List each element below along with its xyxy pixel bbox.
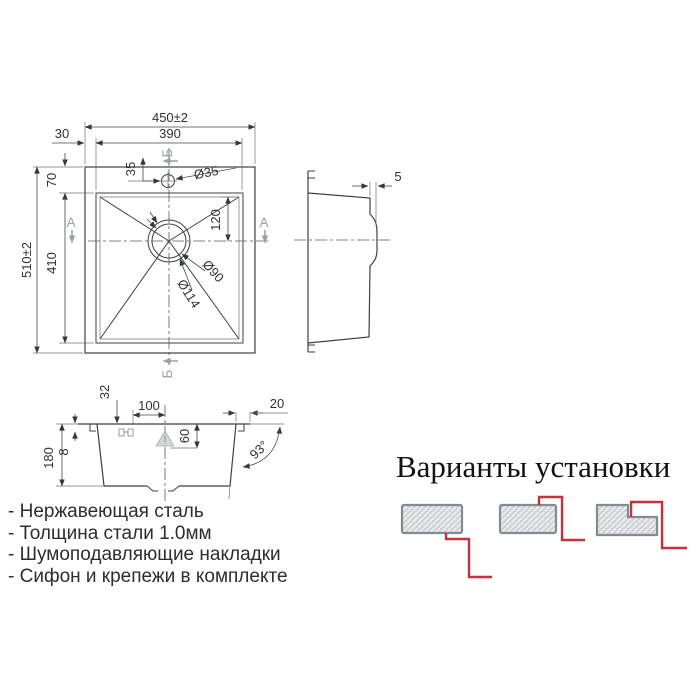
dim-drain-offset-label: 120: [208, 209, 223, 231]
section-b-letter: Б: [160, 148, 175, 158]
dim-drain-offset: [208, 197, 228, 241]
hole-dia-label: Ø35: [192, 162, 220, 183]
mounting-flange: [308, 171, 315, 352]
sink-profile-red-line: [446, 533, 492, 577]
note-line: - Шумоподавляющие накладки: [8, 544, 281, 565]
leader-hole-dia: [176, 163, 236, 182]
dim-total-height: [19, 167, 37, 353]
dim-pad-offset-label: 60: [177, 428, 192, 444]
dim-rim-height: [56, 414, 75, 456]
note-line: - Толщина стали 1.0мм: [8, 522, 212, 544]
drain-inner-dia-label: Ø90: [199, 256, 228, 286]
dim-clip-offset-label: 32: [97, 384, 112, 400]
clip-icon: [119, 429, 133, 436]
variant-undermount: [402, 505, 492, 577]
dim-wall-angle: [243, 427, 280, 467]
dim-edge-left-label: 30: [54, 126, 70, 141]
dim-drain-to-center: [133, 398, 165, 424]
dim-total-height-label: 510±2: [19, 241, 34, 279]
dim-clip-offset: [97, 385, 117, 423]
dim-rim-overhang: [223, 396, 288, 422]
countertop-block-notched: [597, 505, 657, 535]
leader-drain-outer-dia: [150, 212, 203, 311]
countertop-block: [500, 505, 556, 533]
top-view: [19, 110, 270, 378]
cross-section-view: [41, 385, 288, 502]
dim-bowl-depth-label: 180: [41, 447, 56, 469]
dim-rim-overhang-label: 20: [269, 396, 285, 411]
extension-lines: [33, 122, 255, 353]
section-b-letter: Б: [160, 369, 175, 379]
dim-bowl-width: [96, 126, 242, 143]
noise-pad-symbol: [156, 431, 174, 446]
section-marker-a-right: [259, 215, 268, 243]
dim-bowl-depth: [41, 424, 104, 486]
dim-edge-top: [44, 153, 65, 187]
dim-bowl-width-label: 390: [159, 126, 181, 141]
sink-body-profile: [308, 193, 377, 343]
dim-hole-offset-label: 35: [123, 161, 138, 177]
product-notes: [8, 501, 288, 587]
section-marker-a-left: [66, 215, 75, 243]
note-line: - Нержавеющая сталь: [8, 501, 204, 522]
dim-bowl-height-label: 410: [44, 252, 59, 274]
dim-drain-to-center-label: 100: [138, 398, 160, 413]
note-line: - Сифон и крепежи в комплекте: [8, 565, 288, 587]
dim-total-width: [85, 110, 255, 127]
dim-wall-angle-label: 93°: [246, 437, 272, 462]
dim-hole-offset: [123, 158, 160, 181]
dim-rim-lip-label: 5: [394, 169, 402, 184]
installation-variants: [402, 497, 687, 577]
dim-edge-top-label: 70: [44, 172, 59, 188]
variant-overmount: [500, 497, 585, 540]
countertop-block: [402, 505, 462, 533]
side-view: [294, 169, 402, 352]
installation-title: Варианты установки: [396, 449, 671, 484]
variant-flushmount: [597, 502, 687, 548]
dim-bowl-height: [44, 193, 65, 343]
dim-pad-offset: [170, 424, 197, 448]
faucet-hole: [159, 172, 177, 190]
dim-edge-left: [52, 126, 84, 143]
dim-rim-height-label: 8: [56, 448, 71, 456]
drain-outer-dia-label: Ø114: [174, 276, 204, 311]
section-a-letter: А: [66, 215, 76, 230]
dim-total-width-label: 450±2: [151, 110, 189, 125]
section-a-letter: А: [259, 215, 269, 230]
mounting-clips: [90, 424, 244, 431]
